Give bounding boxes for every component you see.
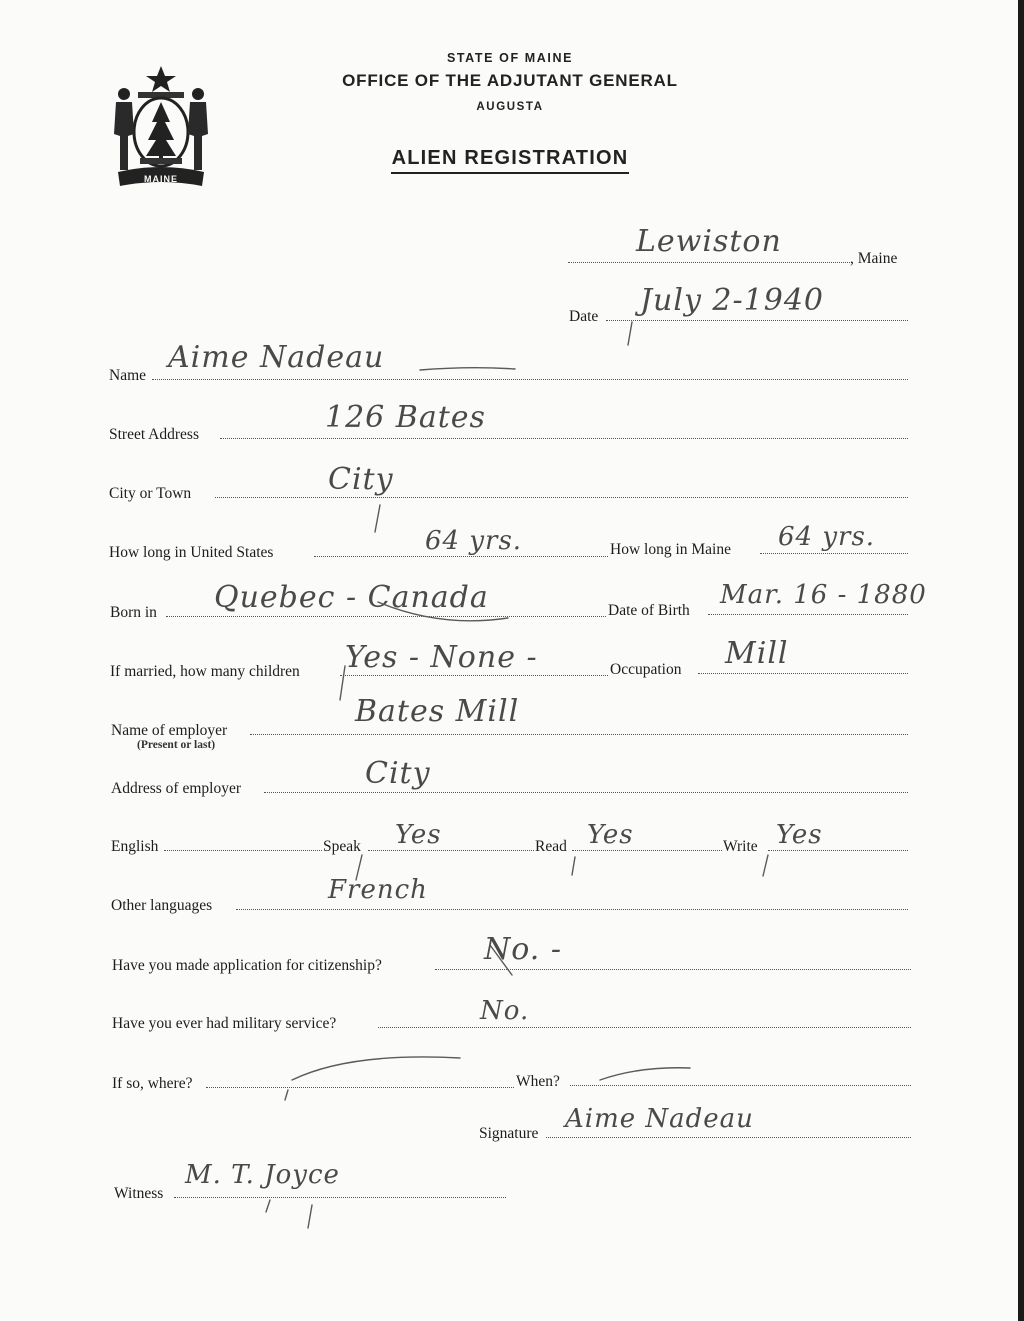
street-value: 126 Bates — [325, 400, 486, 435]
header-office: OFFICE OF THE ADJUTANT GENERAL — [342, 71, 678, 90]
witness-line — [174, 1197, 506, 1198]
military-line — [378, 1027, 911, 1028]
english-line — [164, 850, 322, 851]
place-value: Lewiston — [636, 224, 782, 259]
born-in-value: Quebec - Canada — [214, 580, 489, 615]
read-value: Yes — [587, 820, 634, 850]
other-languages-value: French — [328, 875, 428, 905]
write-value: Yes — [776, 820, 823, 850]
children-line — [340, 675, 608, 676]
speak-line — [368, 850, 534, 851]
signature-label: Signature — [479, 1125, 539, 1142]
speak-label: Speak — [323, 838, 361, 855]
name-label: Name — [109, 367, 147, 384]
how-long-maine-value: 64 yrs. — [778, 522, 876, 552]
employer-address-label: Address of employer — [111, 780, 241, 797]
city-value: City — [328, 462, 394, 497]
when-label: When? — [516, 1073, 560, 1090]
dob-label: Date of Birth — [608, 602, 690, 619]
name-value: Aime Nadeau — [168, 340, 385, 375]
occupation-line — [698, 673, 908, 674]
dob-line — [708, 614, 908, 615]
employer-line — [250, 734, 908, 735]
military-value: No. — [480, 996, 530, 1026]
place-suffix-label: , Maine — [850, 250, 898, 267]
where-line — [206, 1087, 514, 1088]
speak-value: Yes — [395, 820, 442, 850]
street-line — [220, 438, 908, 439]
header-city: AUGUSTA — [476, 101, 544, 113]
employer-label: Name of employer — [111, 722, 228, 739]
how-long-maine-line — [760, 553, 908, 554]
witness-value: M. T. Joyce — [185, 1160, 340, 1190]
born-in-label: Born in — [110, 604, 157, 621]
where-label: If so, where? — [112, 1075, 193, 1092]
how-long-maine-label: How long in Maine — [610, 541, 731, 558]
dob-value: Mar. 16 - 1880 — [720, 580, 927, 610]
read-line — [572, 850, 722, 851]
children-value: Yes - None - — [345, 640, 538, 675]
city-label: City or Town — [109, 485, 192, 502]
employer-address-value: City — [365, 756, 431, 791]
employer-value: Bates Mill — [355, 694, 520, 729]
name-line — [152, 379, 908, 380]
scan-edge — [1018, 0, 1024, 1321]
english-label: English — [111, 838, 159, 855]
citizenship-line — [435, 969, 911, 970]
date-line — [606, 320, 908, 321]
header-state: STATE OF MAINE — [446, 51, 574, 65]
place-line — [568, 262, 852, 263]
employer-sublabel: (Present or last) — [137, 739, 216, 751]
born-in-line — [166, 616, 606, 617]
form-title: ALIEN REGISTRATION — [0, 147, 1022, 170]
children-label: If married, how many children — [110, 663, 300, 680]
write-label: Write — [723, 838, 758, 855]
date-label: Date — [569, 308, 599, 325]
citizenship-value: No. - — [484, 932, 562, 967]
citizenship-label: Have you made application for citizenship? — [112, 957, 382, 974]
write-line — [768, 850, 908, 851]
occupation-label: Occupation — [610, 661, 682, 678]
street-label: Street Address — [109, 426, 199, 443]
signature-value: Aime Nadeau — [565, 1104, 754, 1134]
seal-maine-text: MAINE — [144, 174, 178, 184]
witness-label: Witness — [114, 1185, 164, 1202]
signature-line — [546, 1137, 911, 1138]
other-languages-line — [236, 909, 908, 910]
how-long-us-line — [314, 556, 608, 557]
how-long-us-label: How long in United States — [109, 544, 274, 561]
how-long-us-value: 64 yrs. — [425, 526, 523, 556]
city-line — [215, 497, 908, 498]
occupation-value: Mill — [725, 636, 789, 671]
other-languages-label: Other languages — [111, 897, 213, 914]
date-value: July 2-1940 — [640, 283, 824, 318]
when-line — [570, 1085, 911, 1086]
employer-address-line — [264, 792, 908, 793]
military-label: Have you ever had military service? — [112, 1015, 337, 1032]
read-label: Read — [535, 838, 567, 855]
